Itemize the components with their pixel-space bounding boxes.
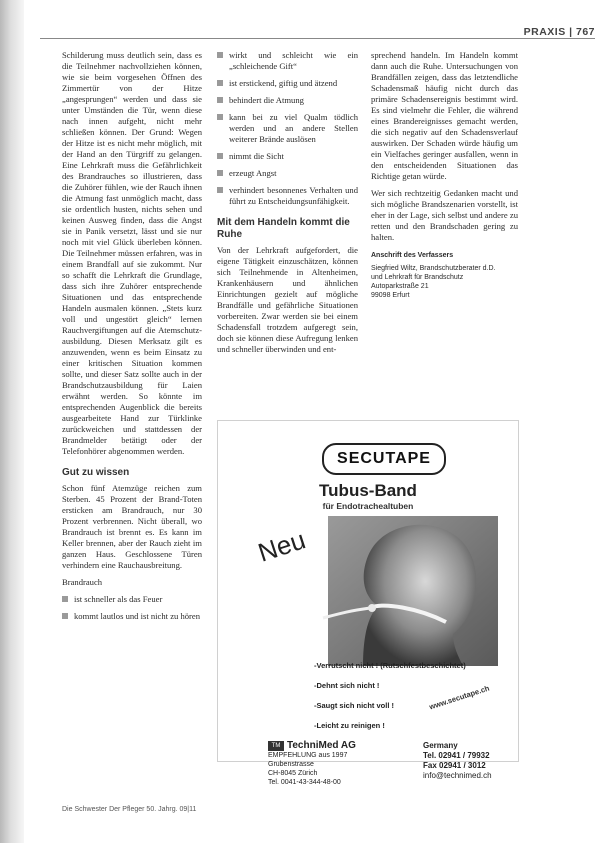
address-title: Anschrift des Verfassers (371, 252, 454, 259)
text-column-2 (217, 50, 358, 361)
page-header: PRAXIS | 767 (523, 26, 595, 38)
list-item: verhindert besonnenes Verhalten und führt zu Entscheidungsunfähigkeit. (217, 185, 358, 207)
heading-gut-zu-wissen: Gut zu wissen (62, 467, 130, 478)
company-name: TechniMed AG (287, 740, 356, 751)
bullet-square-icon (217, 97, 223, 103)
advertisement (217, 420, 519, 786)
list-item: -Verrutscht nicht ! (Rutschfestbeschichtet) (314, 661, 466, 670)
contact-block (423, 741, 492, 781)
contact-email: info@technimed.ch (423, 771, 492, 780)
company-block (268, 741, 356, 787)
ad-title: Tubus-Band (319, 481, 417, 500)
text-column-3 (371, 50, 518, 300)
bullet-square-icon (217, 187, 223, 193)
contact-tel: Tel. 02941 / 79932 (423, 751, 490, 760)
header-rule (40, 38, 595, 39)
ad-subtitle: für Endotrachealtuben (322, 501, 414, 511)
text-column-1 (62, 50, 202, 628)
list-item: behindert die Atmung (217, 95, 358, 106)
list-item: -Saugt sich nicht voll ! (314, 701, 395, 710)
address-line: Siegfried Wiltz, Brandschutzberater d.D. (371, 265, 496, 272)
ad-feature-list (314, 656, 466, 736)
bullet-square-icon (62, 596, 68, 602)
bullet-square-icon (62, 613, 68, 619)
col1-subheading-brandrauch: Brandrauch (62, 577, 103, 587)
list-item: wirkt und schleicht wie ein „schleichende Gift“ (217, 50, 358, 72)
company-line: EMPFEHLUNG aus 1997 (268, 752, 348, 759)
list-item: kommt lautlos und ist nicht zu hören (62, 611, 202, 622)
ad-neu-label: Neu (254, 524, 310, 568)
bullet-square-icon (217, 170, 223, 176)
page-spine-shadow (0, 0, 24, 843)
list-item: -Dehnt sich nicht ! (314, 681, 380, 690)
contact-fax: Fax 02941 / 3012 (423, 761, 486, 770)
list-item: ist erstickend, giftig und ätzend (217, 78, 358, 89)
col1-paragraph-2: Schon fünf Atemzüge reichen zum Sterben. 45 Prozent der Brand-Toten ersticken am Brandrauch, nur 30 Prozent verbrennen. Nicht überall, wo Brandrauch ist brennt es. Es kann im Keller brennen, aber der Rauch zieht im ganzen Haus. Geschlossene Türen verhindern eine Rauchausbreitung. (62, 483, 202, 570)
contact-country: Germany (423, 741, 458, 750)
address-line: Autoparkstraße 21 (371, 283, 429, 290)
list-item: erzeugt Angst (217, 168, 358, 179)
bullet-square-icon (217, 80, 223, 86)
col3-paragraph-2: Wer sich rechtzeitig Gedanken macht und sich mögliche Brandszenarien vorstellt, ist eher in der Lage, sich selbst und andere zu retten und den Brandschaden gering zu halten. (371, 188, 518, 242)
address-line: und Lehrkraft für Brandschutz (371, 274, 464, 281)
bullet-square-icon (217, 153, 223, 159)
col3-paragraph-1: sprechend handeln. Im Handeln kommt dann auch die Ruhe. Untersuchungen von Brandfällen zeigen, dass das letztendliche Schadensmaß häufig nicht durch das primäre Schadensereignis bestimmt wird. Es sind vielmehr die Fehler, die während eines Brandereignisses gemacht werden, die sich negativ auf den Schadensverlauf auswirken. Der Schaden würde häufig um ein Vielfaches geringer ausfallen, wenn in den entscheidenden Situationen das Richtige getan würde. (371, 50, 518, 181)
list-item: -Leicht zu reinigen ! (314, 721, 385, 730)
company-line: CH-8045 Zürich (268, 770, 318, 777)
company-line: Tel. 0041-43-344-48-00 (268, 779, 341, 786)
col2-paragraph-1: Von der Lehrkraft aufgefordert, die eigene Tätigkeit einzuschätzen, können sich Teilnehmende in Altenheimen, Krankenhäusern und ähnlichen Einrichtungen gezielt auf mögliche Brandfälle und gefährliche Situationen vorbereiten. Zwar werden sie bei einem Schadensfall trotzdem aufgeregt sein, doch sie können diese Aufregung lenken und schneller überwinden und ent- (217, 245, 358, 354)
address-line: 99098 Erfurt (371, 292, 410, 299)
col1-paragraph-1: Schilderung muss deutlich sein, dass es die Teilnehmer nachvollziehen können, wie sie beim vorgesehen Öffnen des Zimmertür von der Hitze „angesprungen“ werden und dass sie unter Umständen die Tür, wenn diese nach innen aufgeht, nicht mehr schließen können. Der Grund: Wegen der Hitze ist es nicht mehr möglich, mit der Hand an den Türgriff zu gelangen. Eine Lehrkraft muss die Gefährlichkeit des Brandrauches so illustrieren, dass die Zuhörer fühlen, wie der Rauch ihnen die Atmung fast unmöglich macht, dass sie ordentlich husten, nichts sehen und keinen Ausweg finden, dass die Angst sie in Panik versetzt, lässt und sie nur noch mit viel Glück überleben können. Die Teilnehmer müssen erfahren, was in einem Brandfall auf sie zukommt. Nur so schafft die Lehrkraft die Grundlage, dass sich ihre Zuhörer entsprechende Situationen und das entsprechende Handeln ausmalen können. „Stets kurz voll und ungestört gleich“ lernen Rauchvergiftungen auf die Atemschutz-ausbildung. Diesen Merksatz gilt es anzuwenden, wenn es beim Einsatz zu einer kritischen Situation kommen sollte, und dieser Satz sollte auch in der Brandschutzausbildung für Laien erwähnt werden. So könnte im entsprechenden Augenblick die bereits ausgearbeitete Hand zur Türklinke zurückweichen und stattdessen der Brandmelder betätigt oder der Telefonhörer abgenommen werden. (62, 50, 202, 456)
ad-website: www.secutape.ch (428, 683, 491, 712)
page-footer: Die Schwester Der Pfleger 50. Jahrg. 09|11 (62, 806, 197, 813)
list-item: kann bei zu viel Qualm tödlich werden und an andere Stellen weiterer Brände auslösen (217, 112, 358, 145)
bullet-square-icon (217, 52, 223, 58)
heading-mit-dem-handeln: Mit dem Handeln kommt die Ruhe (217, 217, 350, 240)
author-address (371, 251, 518, 300)
technimed-logo-icon: TM (268, 741, 284, 751)
bullet-square-icon (217, 114, 223, 120)
list-item: nimmt die Sicht (217, 151, 358, 162)
company-line: Grubenstrasse (268, 761, 314, 768)
secutape-logo: SECUTAPE (322, 443, 446, 475)
list-item: ist schneller als das Feuer (62, 594, 202, 605)
